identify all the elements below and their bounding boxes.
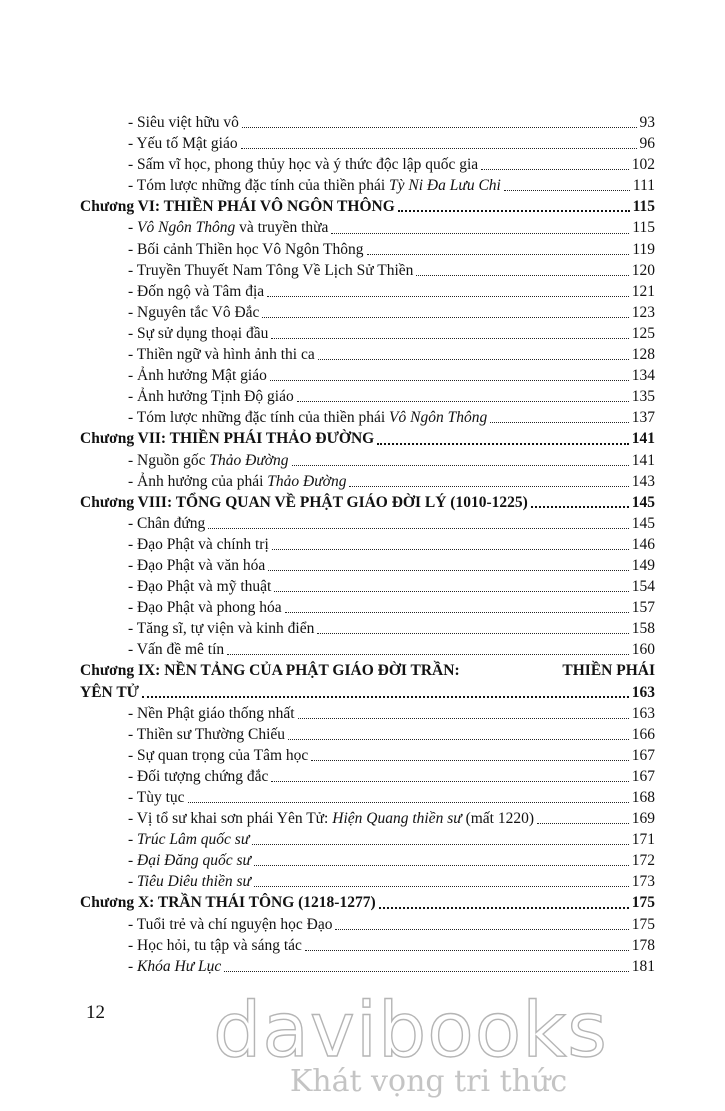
chapter-title: Chương VI: THIỀN PHÁI VÔ NGÔN THÔNG [80, 198, 395, 216]
entry-title-text: - Yếu tố Mật giáo [128, 135, 238, 153]
toc-entry [80, 703, 655, 724]
dot-leader [367, 253, 630, 255]
entry-title-text: - Tuổi trẻ và chí nguyện học Đạo [128, 915, 333, 933]
watermark-logo: davibooks [213, 985, 608, 1074]
entry-title-text: - Nguyên tắc Vô Đắc [128, 303, 260, 321]
entry-title [128, 766, 268, 787]
dot-leader [272, 548, 629, 550]
entry-page: 166 [631, 725, 655, 743]
entry-page: 145 [631, 514, 655, 532]
toc-entry [80, 914, 655, 935]
entry-title [128, 935, 302, 956]
entry-title [128, 239, 364, 260]
entry-title [128, 154, 478, 175]
entry-title-text: - Chân đứng [128, 514, 206, 532]
entry-title [128, 323, 268, 344]
dot-leader [349, 485, 628, 487]
entry-page: 93 [639, 114, 655, 131]
dot-leader [285, 611, 629, 613]
entry-page: 146 [631, 535, 655, 553]
entry-group [80, 513, 655, 661]
dot-leader [481, 168, 629, 170]
dot-leader [335, 928, 628, 930]
entry-page: 167 [631, 767, 655, 785]
dot-leader [298, 717, 629, 719]
entry-title-text: - Ảnh hưởng Mật giáo [128, 367, 267, 385]
entry-title-text: - [128, 852, 138, 870]
entry-page: 158 [631, 620, 655, 638]
dot-leader [254, 864, 629, 866]
entry-title-text: - Sự quan trọng của Tâm học [128, 746, 309, 764]
toc-entry [80, 281, 655, 302]
chapter-heading [80, 428, 655, 449]
entry-title-italic: Tiêu Diêu thiền sư [137, 873, 251, 891]
entry-page: 171 [631, 831, 655, 849]
dot-leader [227, 653, 629, 655]
entry-title-italic: Vô Ngôn Thông [137, 219, 236, 237]
entry-title [128, 829, 249, 850]
entry-title [128, 302, 259, 323]
entry-page: 128 [631, 346, 655, 364]
entry-page: 141 [631, 451, 655, 469]
entry-group [80, 217, 655, 428]
dot-leader [271, 337, 628, 339]
entry-title [128, 133, 238, 154]
dot-leader [268, 569, 628, 571]
entry-page: 157 [631, 599, 655, 617]
toc-entry [80, 513, 655, 534]
entry-title [128, 217, 328, 238]
entry-title-text: - [128, 957, 138, 975]
toc-entry [80, 260, 655, 281]
entry-title [128, 365, 267, 386]
entry-title-text: - Sấm vĩ học, phong thủy học và ý thức độc lập quốc gia [128, 156, 479, 174]
dot-leader [331, 232, 629, 234]
dot-leader [504, 189, 630, 191]
toc-entry [80, 555, 655, 576]
dot-leader [270, 379, 629, 381]
entry-page: 163 [631, 704, 655, 722]
chapter-page: 145 [631, 493, 655, 511]
dot-leader [297, 400, 629, 402]
chapter-title-part1: Chương IX: NỀN TẢNG CỦA PHẬT GIÁO ĐỜI TRẦN: [80, 662, 460, 680]
entry-title [128, 745, 308, 766]
entry-title [128, 513, 205, 534]
chapter-page: 175 [631, 894, 655, 912]
entry-page: 167 [631, 746, 655, 764]
entry-page: 121 [631, 282, 655, 300]
entry-title-text: - Đạo Phật và văn hóa [128, 556, 266, 574]
entry-title-text: - Bối cảnh Thiền học Vô Ngôn Thông [128, 240, 364, 258]
entry-title-text: - Tóm lược những đặc tính của thiền phái [128, 177, 390, 195]
entry-page: 173 [631, 873, 655, 891]
entry-page: 120 [631, 261, 655, 279]
entry-title [128, 450, 289, 471]
entry-title [128, 260, 413, 281]
entry-title [128, 471, 346, 492]
entry-title-text: - Tùy tục [128, 789, 185, 806]
entry-title [128, 850, 251, 871]
dot-leader [490, 421, 629, 423]
dot-leader [188, 801, 629, 803]
entry-title-text: - Vấn đề mê tín [128, 641, 225, 659]
entry-page: 168 [631, 789, 655, 806]
toc-entry [80, 639, 655, 660]
dot-leader [242, 126, 637, 128]
dot-leader [271, 780, 628, 782]
entry-page: 123 [631, 303, 655, 321]
entry-page: 111 [632, 177, 655, 195]
toc-entry [80, 534, 655, 555]
entry-title-text: - Đạo Phật và mỹ thuật [128, 578, 272, 596]
entry-title-italic: Trúc Lâm quốc sư [137, 831, 250, 849]
entry-title-text: - Đạo Phật và phong hóa [128, 599, 282, 617]
entry-title [128, 639, 224, 660]
entry-title-text: - Vị tổ sư khai sơn phái Yên Tử: [128, 810, 333, 828]
toc-entry [80, 407, 655, 428]
entry-page: 175 [631, 915, 655, 933]
toc-entry [80, 956, 655, 977]
toc-entry [80, 112, 655, 133]
chapter-title: Chương X: TRẦN THÁI TÔNG (1218-1277) [80, 894, 376, 912]
toc-entry [80, 323, 655, 344]
toc-entry [80, 239, 655, 260]
entry-title [128, 703, 295, 724]
dot-leader [254, 885, 629, 887]
dot-leader [224, 970, 628, 972]
entry-title [128, 281, 264, 302]
entry-title [128, 597, 282, 618]
entry-title-text: - Tăng sĩ, tự viện và kinh điển [128, 620, 315, 638]
toc-entry [80, 344, 655, 365]
dot-leader [305, 949, 629, 951]
dot-leader [288, 738, 629, 740]
toc-entry [80, 745, 655, 766]
entry-page: 135 [631, 388, 655, 406]
dot-leader [292, 464, 629, 466]
entry-title-text: - [128, 219, 138, 237]
page-number: 12 [86, 1002, 105, 1023]
chapter-page: 163 [631, 683, 655, 701]
entry-title [128, 534, 269, 555]
table-of-contents [80, 112, 655, 977]
entry-title-text: - Truyền Thuyết Nam Tông Về Lịch Sử Thiền [128, 261, 414, 279]
entry-title-text: - Ảnh hưởng Tịnh Độ giáo [128, 388, 294, 406]
toc-entry [80, 133, 655, 154]
chapter-title: Chương VIII: TỔNG QUAN VỀ PHẬT GIÁO ĐỜI LÝ (1010-1225) [80, 493, 528, 511]
entry-title-text: - [128, 873, 138, 891]
toc-entry [80, 302, 655, 323]
toc-entry [80, 576, 655, 597]
entry-title-text: - Thiền ngữ và hình ảnh thi ca [128, 346, 315, 364]
entry-title-text: - Sự sử dụng thoại đầu [128, 324, 269, 342]
dot-leader [379, 906, 629, 909]
dot-leader [398, 209, 630, 212]
entry-title-text: - Đốn ngộ và Tâm địa [128, 282, 265, 300]
entry-title-italic: Đại Đăng quốc sư [137, 852, 251, 870]
entry-title-text: - Thiền sư Thường Chiếu [128, 725, 286, 743]
entry-page: 143 [631, 472, 655, 490]
toc-entry [80, 808, 655, 829]
dot-leader [274, 590, 628, 592]
toc-entry [80, 766, 655, 787]
toc-entry [80, 471, 655, 492]
entry-group [80, 703, 655, 893]
entry-title-text: - Học hỏi, tu tập và sáng tác [128, 936, 302, 954]
chapter-heading [80, 196, 655, 217]
entry-page: 125 [631, 324, 655, 342]
entry-title-text: - Siêu việt hữu vô [128, 114, 239, 131]
entry-page: 137 [631, 409, 655, 427]
entry-title-text: - Ảnh hưởng của phái [128, 472, 268, 490]
dot-leader [317, 632, 628, 634]
entry-page: 160 [631, 641, 655, 659]
dot-leader [208, 527, 628, 529]
toc-entry [80, 871, 655, 892]
entry-title [128, 576, 271, 597]
entry-title-text: và truyền thừa [235, 219, 329, 237]
entry-title [128, 787, 185, 808]
chapter-heading [80, 892, 655, 913]
entry-page: 119 [632, 240, 655, 258]
entry-title [128, 724, 285, 745]
watermark-tagline: Khát vọng tri thức [289, 1064, 568, 1099]
entry-page: 149 [631, 556, 655, 574]
chapter-heading [80, 492, 655, 513]
entry-page: 96 [639, 135, 655, 153]
entry-title-italic: Khóa Hư Lục [137, 957, 222, 975]
dot-leader [318, 358, 629, 360]
entry-page: 134 [631, 367, 655, 385]
entry-title [128, 112, 239, 133]
toc-entry [80, 829, 655, 850]
toc-entry [80, 935, 655, 956]
toc-entry [80, 175, 655, 196]
chapter-title: Chương VII: THIỀN PHÁI THẢO ĐƯỜNG [80, 430, 375, 448]
entry-page: 169 [631, 810, 655, 828]
entry-title-text: - Đạo Phật và chính trị [128, 535, 269, 553]
chapter-page: 141 [631, 430, 655, 448]
toc-entry [80, 787, 655, 808]
entry-title-italic: Thảo Đường [209, 451, 289, 469]
toc-entry [80, 724, 655, 745]
toc-entry [80, 365, 655, 386]
chapter-heading [80, 682, 655, 703]
entry-title [128, 386, 294, 407]
dot-leader [267, 295, 629, 297]
entry-title [128, 344, 315, 365]
dot-leader [241, 147, 637, 149]
toc-entry [80, 386, 655, 407]
entry-title-italic: Hiện Quang thiền sư [332, 810, 462, 828]
dot-leader [377, 442, 629, 445]
entry-page: 172 [631, 852, 655, 870]
entry-title-text: - Tóm lược những đặc tính của thiền phái [128, 409, 390, 427]
entry-title [128, 407, 487, 428]
entry-title-italic: Vô Ngôn Thông [389, 409, 488, 427]
entry-title [128, 808, 534, 829]
dot-leader [142, 695, 629, 698]
toc-entry [80, 850, 655, 871]
entry-title [128, 956, 221, 977]
chapter-page: 115 [632, 198, 655, 216]
dot-leader [252, 843, 628, 845]
entry-page: 154 [631, 578, 655, 596]
dot-leader [262, 316, 628, 318]
dot-leader [531, 505, 629, 508]
chapter-heading-line1 [80, 660, 655, 681]
entry-title [128, 871, 251, 892]
entry-title-italic: Thảo Đường [267, 472, 347, 490]
entry-title-text: - Đối tượng chứng đắc [128, 767, 269, 785]
entry-title [128, 618, 314, 639]
dot-leader [311, 759, 628, 761]
entry-group [80, 112, 655, 196]
chapter-title-part2: THIỀN PHÁI [562, 662, 655, 680]
entry-page: 178 [631, 936, 655, 954]
entry-title [128, 175, 501, 196]
entry-title-text: - Nguồn gốc [128, 451, 210, 469]
entry-title-text: - Nền Phật giáo thống nhất [128, 704, 295, 722]
toc-entry [80, 217, 655, 238]
dot-leader [416, 274, 628, 276]
entry-title [128, 555, 265, 576]
toc-entry [80, 597, 655, 618]
entry-page: 102 [631, 156, 655, 174]
entry-group [80, 914, 655, 977]
entry-page: 181 [631, 957, 655, 975]
toc-entry [80, 450, 655, 471]
entry-group [80, 450, 655, 492]
entry-title [128, 914, 332, 935]
entry-title-text: - [128, 831, 138, 849]
chapter-title: YÊN TỬ [80, 683, 139, 701]
dot-leader [537, 822, 629, 824]
entry-page: 115 [632, 219, 655, 237]
toc-entry [80, 618, 655, 639]
entry-title-italic: Tỳ Ni Đa Lưu Chi [389, 177, 501, 195]
entry-title-text: (mất 1220) [461, 810, 535, 828]
toc-entry [80, 154, 655, 175]
